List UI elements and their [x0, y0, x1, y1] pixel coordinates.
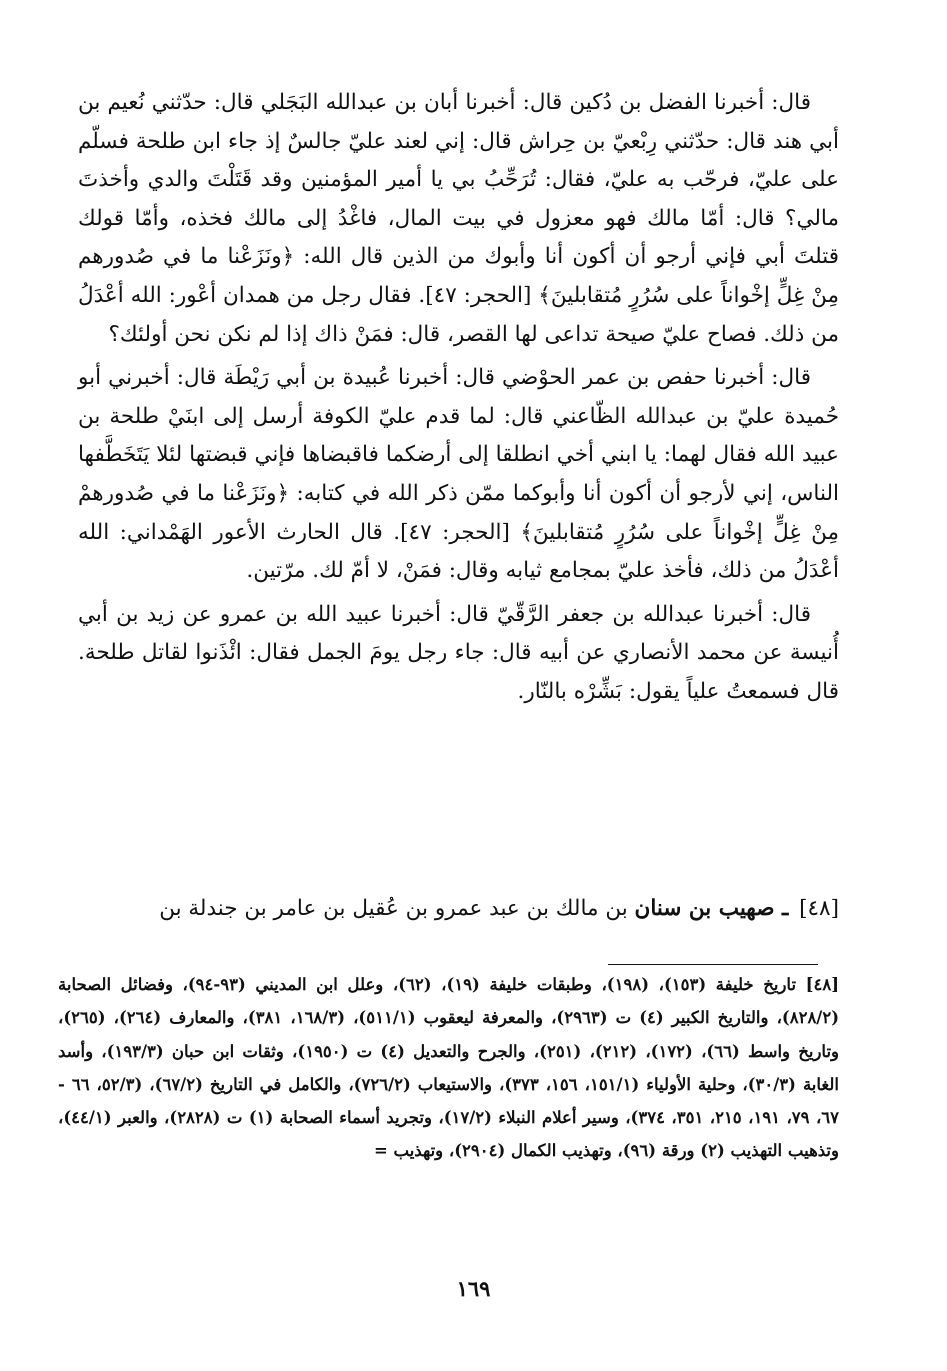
- entry-name: ـ صهيب بن سنان: [634, 896, 789, 921]
- paragraph-1: قال: أخبرنا الفضل بن دُكين قال: أخبرنا أبان بن عبدالله البَجَلي قال: حدّثني نُعيم بن أبي هند قال: حدّثني رِبْعيّ بن حِراش قال: إني لعند عليّ جالسٌ إذ جاء ابن طلحة فسلّم على عليّ، فرحّب به عليّ، فقال: تُرَحِّبُ بي يا أمير المؤمنين وقد قَتَلْتَ والدي وأخذتَ مالي؟ قال: أمّا مالك فهو معزول في بيت المال، فاغْدُ إلى مالك فخذه، وأمّا قولك قتلتَ أبي فإني أرجو أن أكون أنا وأبوك من الذين قال الله: ﴿ونَزَعْنا ما في صُدورهم مِنْ غِلٍّ إخْواناً على سُرُرٍ مُتقابلينَ﴾ [الحجر: ٤٧]. فقال رجل من همدان أعْور: الله أعْدَلُ من ذلك. فصاح عليّ صيحة تداعى لها القصر، قال: فمَنْ ذاك إذا لم نكن نحن أولئك؟: [78, 90, 839, 347]
- biography-entry-heading: [78, 890, 839, 928]
- footnote-separator: [608, 964, 818, 965]
- page-number: ١٦٩: [456, 1276, 491, 1301]
- entry-number: [٤٨]: [799, 896, 839, 921]
- entry-lineage: بن مالك بن عبد عمرو بن عُقيل بن عامر بن جندلة بن: [159, 896, 628, 921]
- footnote: [٤٨] تاريخ خليفة (١٥٣)، (١٩٨)، وطبقات خليفة (١٩)، (٦٢)، وعلل ابن المديني (٩٣-٩٤)، وفضائل الصحابة (٨٢٨/٢)، والتاريخ الكبير (٤) ت (٢٩٦٣)، والمعرفة ليعقوب (٥١١/١)، (١٦٨/٣، ٣٨١)، والمعارف (٢٦٤)، (٢٦٥)، وتاريخ واسط (٦٦)، (١٧٢)، (٢١٢)، (٢٥١)، والجرح والتعديل (٤) ت (١٩٥٠)، وثقات ابن حبان (١٩٣/٣)، وأسد الغابة (٣٠/٣)، وحلية الأولياء (١٥١/١، ١٥٦، ٣٧٣)، والاستيعاب (٧٢٦/٢)، والكامل في التاريخ (٦٧/٢)، (٥٢/٣، ٦٦ - ٦٧، ٧٩، ١٩١، ٢١٥، ٣٥١، ٣٧٤)، وسير أعلام النبلاء (١٧/٢)، وتجريد أسماء الصحابة (١) ت (٢٨٢٨)، والعبر (٤٤/١)، وتذهيب التهذيب (٢) ورقة (٩٦)، وتهذيب الكمال (٢٩٠٤)، وتهذيب =: [58, 975, 840, 1161]
- paragraph-3: قال: أخبرنا عبدالله بن جعفر الرَّقّيّ قال: أخبرنا عبيد الله بن عمرو عن زيد بن أبي أُنيسة عن محمد الأنصاري عن أبيه قال: جاء رجل يومَ الجمل فقال: ائْذَنوا لقاتل طلحة. قال فسمعتُ علياً يقول: بَشِّرْه بالنّار.: [78, 601, 839, 704]
- paragraph-2: قال: أخبرنا حفص بن عمر الحوْضي قال: أخبرنا عُبيدة بن أبي رَيْطَة قال: أخبرني أبو حُميدة عليّ بن عبدالله الظّاعني قال: لما قدم عليّ الكوفة أرسل إلى ابنَيْ طلحة بن عبيد الله فقال لهما: يا ابني أخي انطلقا إلى أرضكما فاقبضاها فإني قبضتها لئلا يَتَخَطَّفها الناس، إني لأرجو أن أكون أنا وأبوكما ممّن ذكر الله في كتابه: ﴿ونَزَعْنا ما في صُدورهمْ مِنْ غِلٍّ إخْواناً على سُرُرٍ مُتقابلينَ﴾ [الحجر: ٤٧]. قال الحارث الأعور الهَمْداني: الله أعْدَلُ من ذلك، فأخذ عليّ بمجامع ثيابه وقال: فمَنْ، لا أمّ لك. مرّتين.: [78, 365, 840, 584]
- main-text: [78, 84, 839, 717]
